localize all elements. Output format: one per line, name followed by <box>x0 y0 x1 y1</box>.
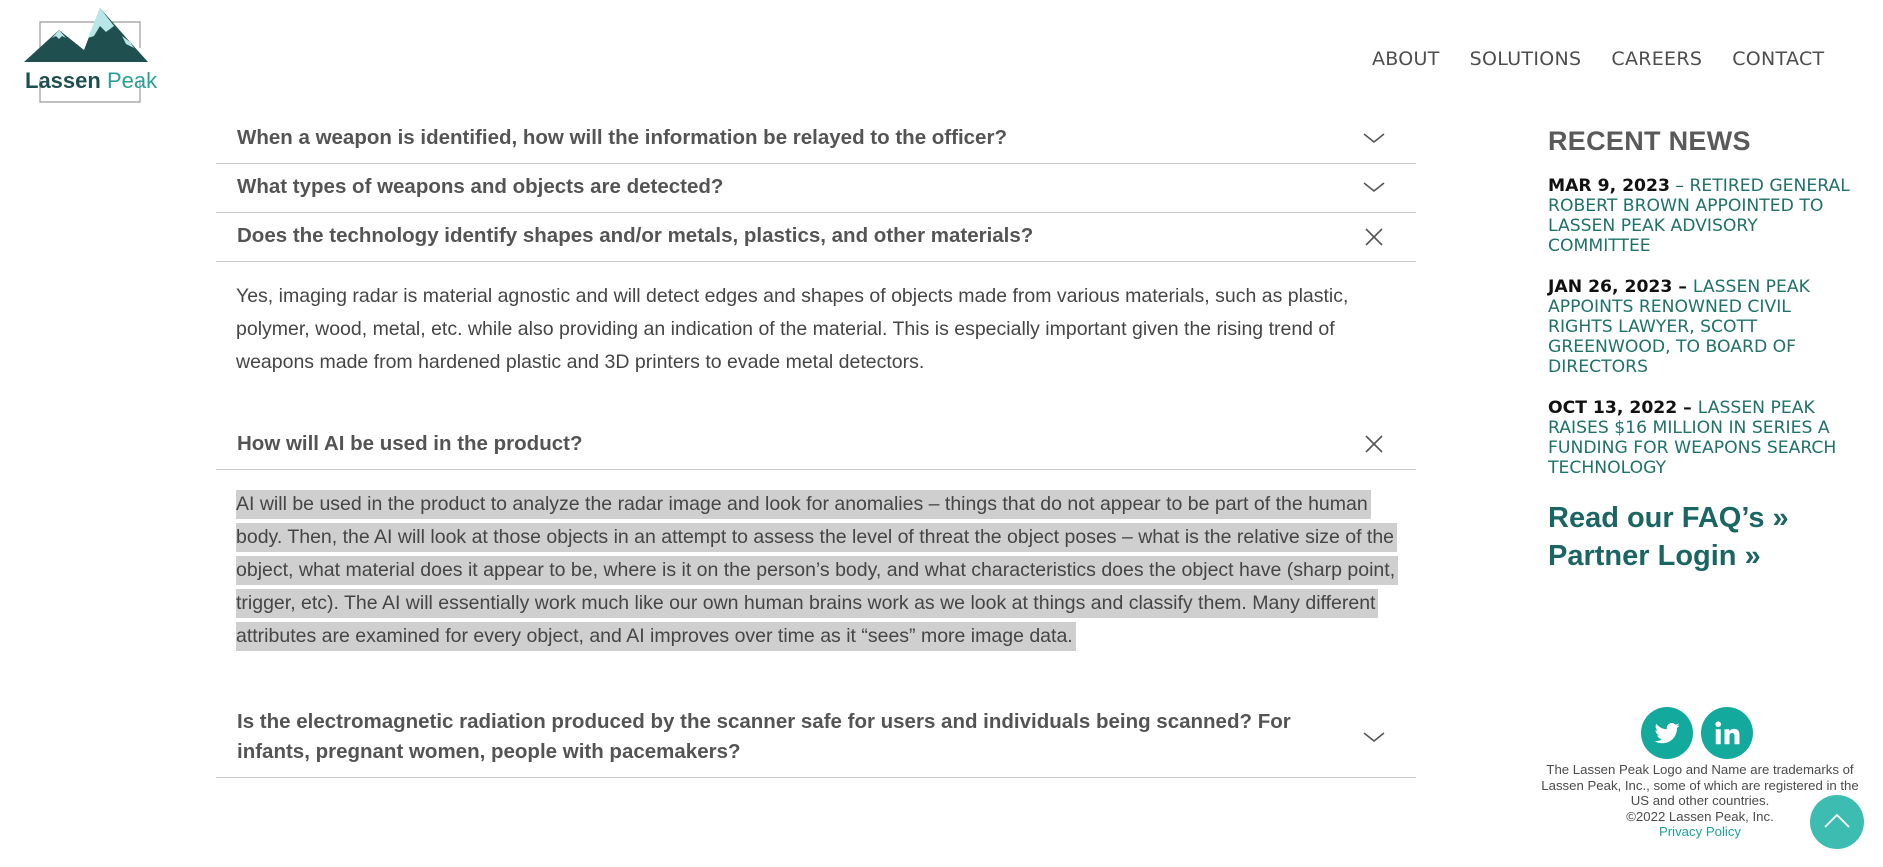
main-nav <box>1372 48 1824 70</box>
close-icon[interactable] <box>1362 225 1386 249</box>
news-item <box>1548 277 1853 377</box>
news-link[interactable]: RETIRED GENERAL ROBERT BROWN APPOINTED TO LASSEN PEAK ADVISORY COMMITTEE <box>1548 176 1850 256</box>
faq-accordion <box>216 115 1416 778</box>
chevron-down-icon[interactable] <box>1362 127 1386 151</box>
news-separator: – <box>1669 176 1690 196</box>
faq-question-text: Does the technology identify shapes and/or metals, plastics, and other materials? <box>237 224 1034 247</box>
recent-news-sidebar <box>1548 126 1853 575</box>
faq-question[interactable] <box>216 213 1416 262</box>
faq-question-text: What types of weapons and objects are detected? <box>237 175 724 198</box>
faq-answer-text-selected: AI will be used in the product to analyze the radar image and look for anomalies – things that do not appear to be part of the human body. Then, the AI will look at those objects in an attempt to assess the level of threat the object poses – what is the relative size of the object, what material does it appear to be, where is it on the person’s body, and what characteristics does the object have (sharp point, trigger, etc). The AI will essentially work much like our own human brains work as we look at things and classify them. Many different attributes are examined for every object, and AI improves over time as it “sees” more image data. <box>236 490 1398 651</box>
copyright-text: ©2022 Lassen Peak, Inc. <box>1626 808 1774 824</box>
chevron-down-icon[interactable] <box>1362 176 1386 200</box>
close-icon[interactable] <box>1362 432 1386 456</box>
nav-contact[interactable]: CONTACT <box>1732 48 1825 70</box>
chevron-up-icon <box>1823 810 1851 832</box>
faq-question[interactable] <box>216 115 1416 164</box>
faq-question[interactable] <box>216 164 1416 213</box>
faq-answer <box>216 262 1416 419</box>
news-date: OCT 13, 2022 <box>1548 398 1678 418</box>
linkedin-icon <box>1712 718 1742 748</box>
back-to-top-button[interactable] <box>1810 795 1864 849</box>
faq-question-text: When a weapon is identified, how will the information be relayed to the officer? <box>237 126 1007 149</box>
faq-question[interactable] <box>216 699 1416 778</box>
twitter-icon <box>1652 718 1682 748</box>
news-item <box>1548 176 1853 256</box>
nav-solutions[interactable]: SOLUTIONS <box>1469 48 1582 70</box>
faq-question-text: Is the electromagnetic radiation produced by the scanner safe for users and individuals being scanned? For infants, pregnant women, people with pacemakers? <box>237 710 1291 763</box>
news-link[interactable]: LASSEN PEAK APPOINTS RENOWNED CIVIL RIGHTS LAWYER, SCOTT GREENWOOD, TO BOARD OF DIRECTORS <box>1548 277 1810 377</box>
faq-link[interactable]: Read our FAQ’s » <box>1548 502 1789 534</box>
privacy-policy-link[interactable]: Privacy Policy <box>1658 824 1742 839</box>
chevron-down-icon[interactable] <box>1362 726 1386 750</box>
news-date: MAR 9, 2023 <box>1548 176 1670 196</box>
recent-news-title: RECENT NEWS <box>1548 126 1751 156</box>
linkedin-button[interactable] <box>1701 707 1753 759</box>
twitter-button[interactable] <box>1641 707 1693 759</box>
nav-careers[interactable]: CAREERS <box>1611 48 1703 70</box>
news-link[interactable]: LASSEN PEAK RAISES $16 MILLION IN SERIES A FUNDING FOR WEAPONS SEARCH TECHNOLOGY <box>1548 398 1837 478</box>
news-item <box>1548 398 1853 478</box>
logo-name-first: Lassen <box>25 68 101 93</box>
nav-about[interactable]: ABOUT <box>1372 48 1440 70</box>
partner-login-link[interactable]: Partner Login » <box>1548 540 1761 572</box>
faq-answer-text: Yes, imaging radar is material agnostic and will detect edges and shapes of objects made from various materials, such as plastic, polymer, wood, metal, etc. while also providing an indication of the material. This is especially important given the rising trend of weapons made from hardened plastic and 3D printers to evade metal detectors. <box>236 285 1349 373</box>
faq-answer <box>216 470 1416 699</box>
logo-name-second: Peak <box>106 68 158 93</box>
news-separator: – <box>1677 398 1698 418</box>
faq-question-text: How will AI be used in the product? <box>237 432 583 455</box>
trademark-text: The Lassen Peak Logo and Name are trademarks of Lassen Peak, Inc., some of which are registered in the US and other countries. <box>1541 762 1859 808</box>
news-separator: – <box>1672 277 1693 297</box>
news-date: JAN 26, 2023 <box>1548 277 1673 297</box>
faq-question[interactable] <box>216 419 1416 470</box>
lassen-peak-logo[interactable] <box>22 6 162 104</box>
